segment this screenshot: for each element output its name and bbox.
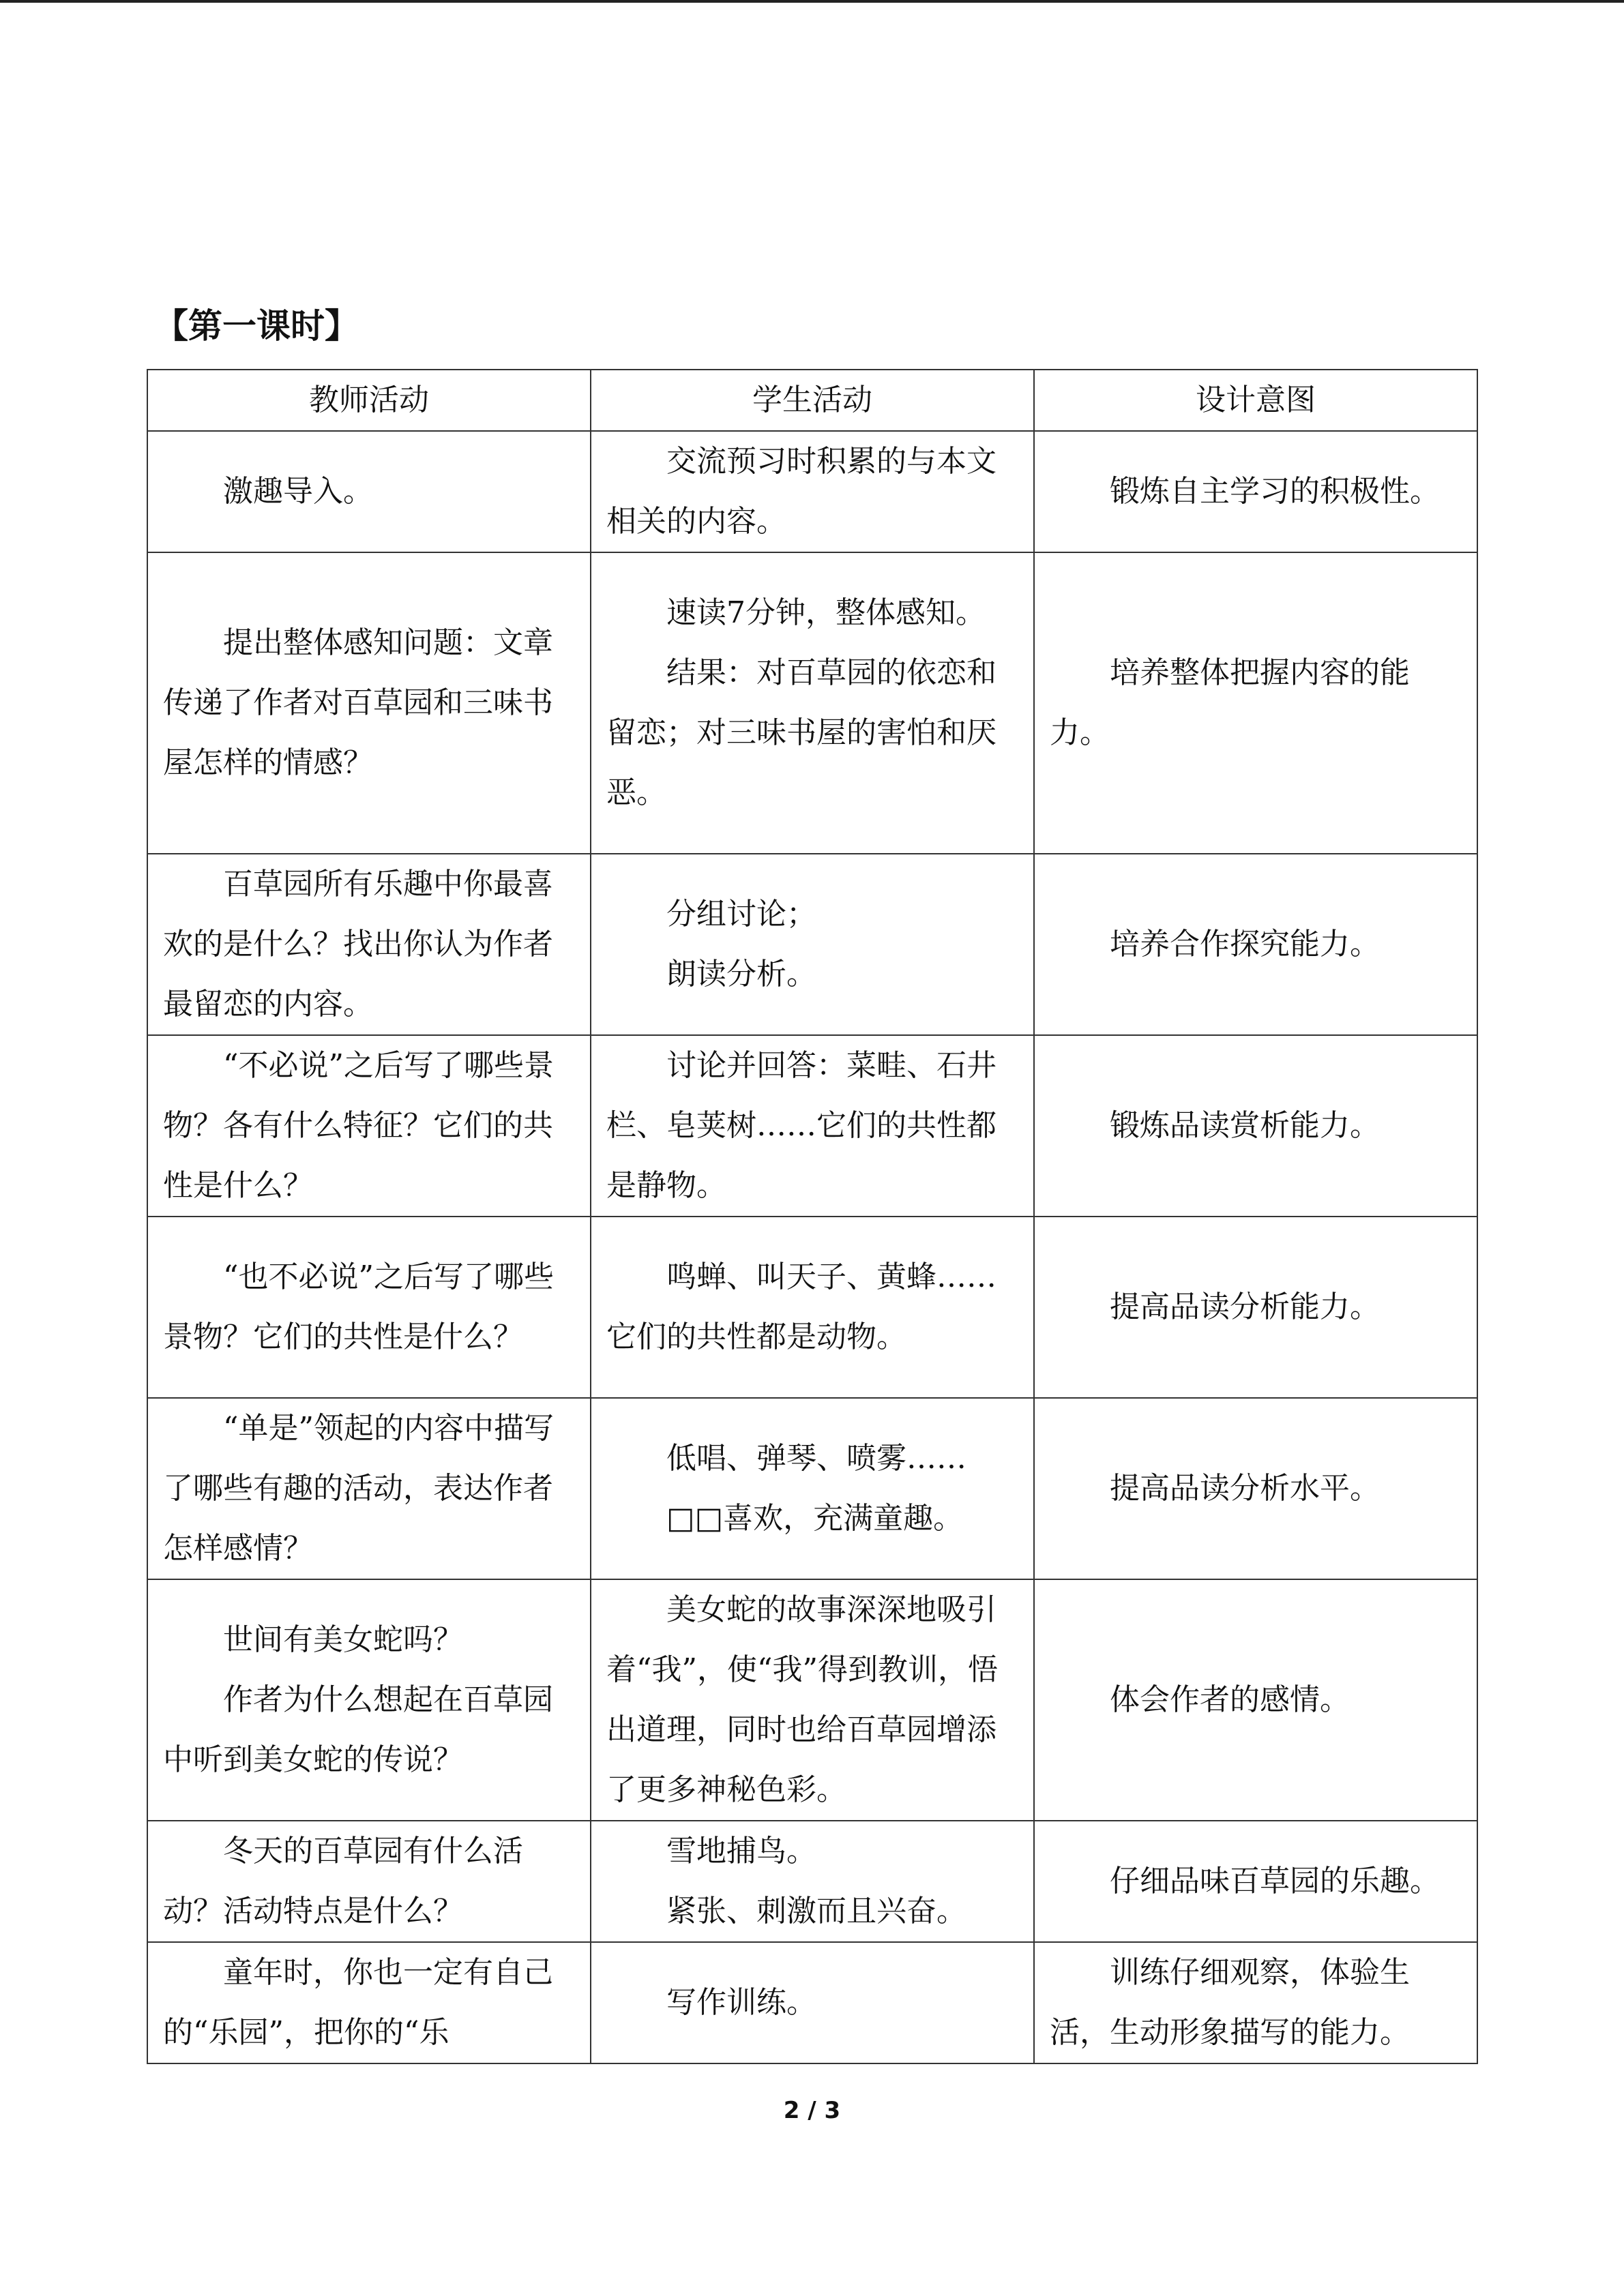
top-rule <box>0 0 1624 3</box>
table-row <box>147 1942 1477 2063</box>
intent-cell <box>1034 431 1477 552</box>
teacher-cell <box>147 854 591 1035</box>
cell-text: 紧张、刺激而且兴奋。 <box>666 1894 966 1928</box>
student-cell <box>591 1942 1034 2063</box>
cell-text: 提出整体感知问题：文章传递了作者对百草园和三味书屋怎样的情感？ <box>163 625 553 780</box>
cell-text: □□喜欢，充满童趣。 <box>666 1501 964 1536</box>
teacher-cell <box>147 552 591 854</box>
table-header-row <box>147 370 1477 431</box>
cell-text: 体会作者的感情。 <box>1110 1682 1350 1717</box>
student-cell <box>591 431 1034 552</box>
cell-text: 训练仔细观察，体验生活，生动形象描写的能力。 <box>1050 1955 1410 2050</box>
cell-text: “也不必说”之后写了哪些景物？它们的共性是什么？ <box>163 1259 554 1354</box>
table-row <box>147 1579 1477 1821</box>
cell-text: 朗读分析。 <box>666 957 816 992</box>
table-row <box>147 1398 1477 1579</box>
intent-cell <box>1034 854 1477 1035</box>
student-cell <box>591 1579 1034 1821</box>
intent-cell <box>1034 1579 1477 1821</box>
intent-cell <box>1034 1217 1477 1398</box>
teacher-cell <box>147 1035 591 1217</box>
table-row <box>147 1217 1477 1398</box>
intent-cell <box>1034 552 1477 854</box>
cell-text: 分组讨论； <box>666 897 816 931</box>
intent-cell <box>1034 1821 1477 1942</box>
teacher-cell <box>147 1942 591 2063</box>
cell-text: 作者为什么想起在百草园中听到美女蛇的传说？ <box>163 1682 553 1777</box>
cell-text: “单是”领起的内容中描写了哪些有趣的活动，表达作者怎样感情？ <box>163 1411 554 1566</box>
cell-text: 培养整体把握内容的能力。 <box>1050 655 1410 750</box>
cell-text: 百草园所有乐趣中你最喜欢的是什么？找出你认为作者最留恋的内容。 <box>163 867 553 1022</box>
student-cell <box>591 552 1034 854</box>
cell-text: 交流预习时积累的与本文相关的内容。 <box>606 444 996 539</box>
lesson-plan-table <box>147 369 1478 2064</box>
cell-text: 提高品读分析水平。 <box>1110 1471 1380 1506</box>
header-teacher-activity: 教师活动 <box>147 370 591 431</box>
cell-text: 结果：对百草园的依恋和留恋；对三味书屋的害怕和厌恶。 <box>606 655 996 810</box>
intent-cell <box>1034 1942 1477 2063</box>
cell-text: 世间有美女蛇吗？ <box>223 1622 463 1657</box>
intent-cell <box>1034 1398 1477 1579</box>
table-row <box>147 854 1477 1035</box>
table-row <box>147 431 1477 552</box>
cell-text: “不必说”之后写了哪些景物？各有什么特征？它们的共性是什么？ <box>163 1048 554 1203</box>
page-number: 2 / 3 <box>783 2097 841 2124</box>
header-student-activity: 学生活动 <box>591 370 1034 431</box>
cell-text: 激趣导入。 <box>223 474 373 509</box>
student-cell <box>591 1821 1034 1942</box>
cell-text: 锻炼自主学习的积极性。 <box>1110 474 1440 509</box>
intent-cell <box>1034 1035 1477 1217</box>
table-row <box>147 1821 1477 1942</box>
teacher-cell <box>147 1217 591 1398</box>
cell-text: 锻炼品读赏析能力。 <box>1110 1108 1380 1143</box>
header-design-intent: 设计意图 <box>1034 370 1477 431</box>
cell-text: 雪地捕鸟。 <box>666 1834 816 1868</box>
teacher-cell <box>147 431 591 552</box>
cell-text: 童年时，你也一定有自己的“乐园”，把你的“乐 <box>163 1955 553 2050</box>
cell-text: 鸣蝉、叫天子、黄蜂……它们的共性都是动物。 <box>606 1259 996 1354</box>
cell-text: 仔细品味百草园的乐趣。 <box>1110 1864 1440 1898</box>
cell-text: 低唱、弹琴、喷雾…… <box>666 1441 966 1476</box>
student-cell <box>591 1398 1034 1579</box>
cell-text: 讨论并回答：菜畦、石井栏、皂荚树……它们的共性都是静物。 <box>606 1048 996 1203</box>
table-row <box>147 552 1477 854</box>
table-row <box>147 1035 1477 1217</box>
student-cell <box>591 1217 1034 1398</box>
teacher-cell <box>147 1579 591 1821</box>
teacher-cell <box>147 1821 591 1942</box>
cell-text: 写作训练。 <box>666 1985 816 2020</box>
student-cell <box>591 1035 1034 1217</box>
section-title: 【第一课时】 <box>154 306 359 346</box>
cell-text: 培养合作探究能力。 <box>1110 927 1380 961</box>
student-cell <box>591 854 1034 1035</box>
cell-text: 冬天的百草园有什么活动？活动特点是什么？ <box>163 1834 523 1928</box>
cell-text: 速读7分钟，整体感知。 <box>666 595 986 630</box>
cell-text: 提高品读分析能力。 <box>1110 1289 1380 1324</box>
cell-text: 美女蛇的故事深深地吸引着“我”，使“我”得到教训，悟出道理，同时也给百草园增添了更多神秘色彩。 <box>606 1592 998 1807</box>
teacher-cell <box>147 1398 591 1579</box>
